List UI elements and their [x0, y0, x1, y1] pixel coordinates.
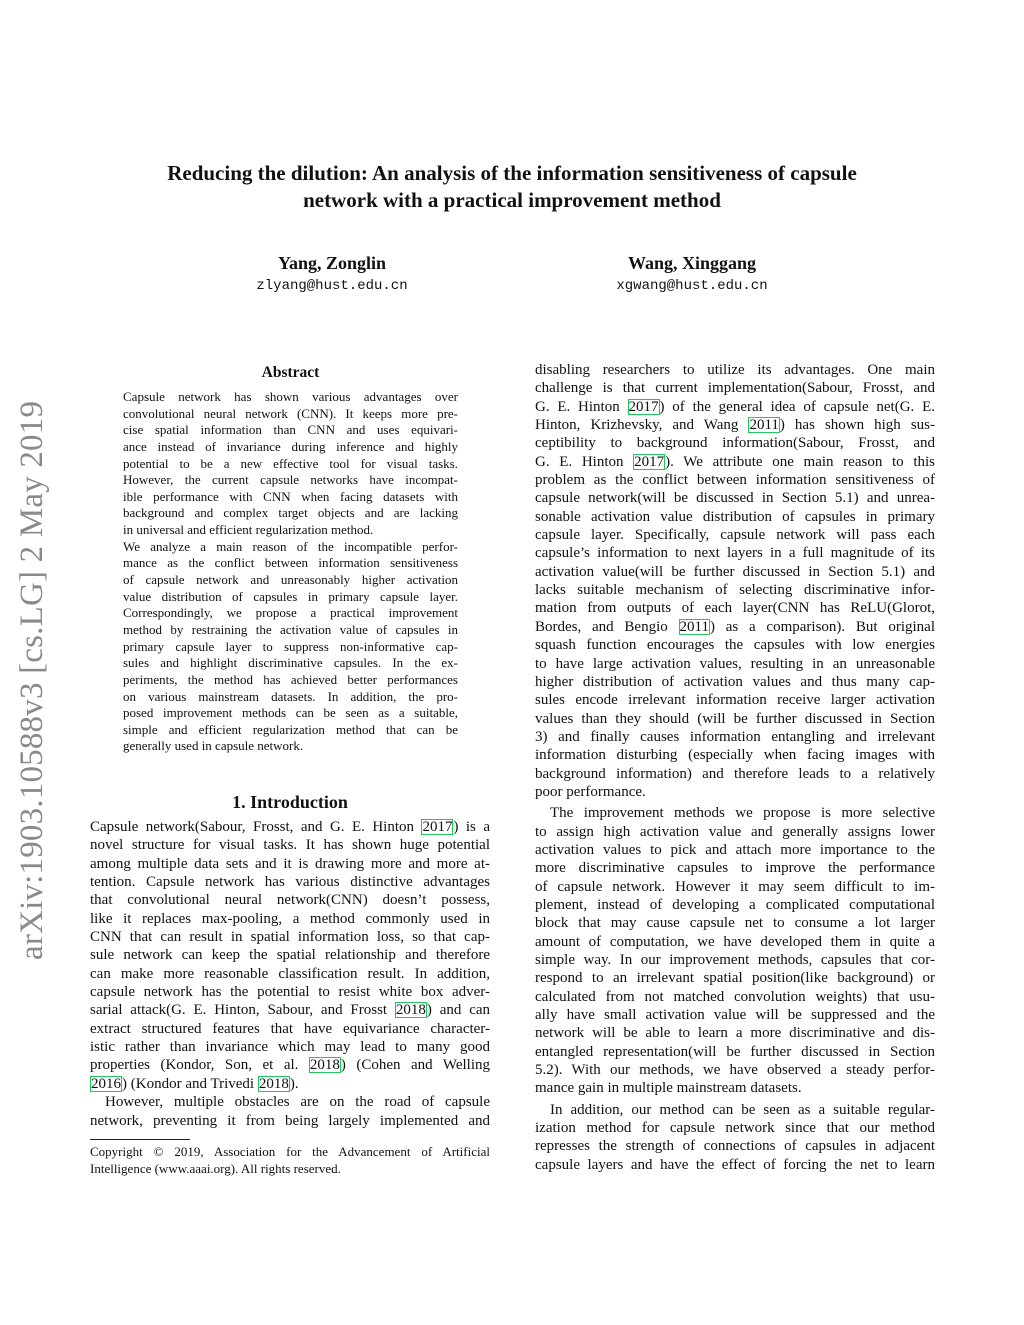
abstract-line: potential to be a new effective tool for visual tasks.	[123, 455, 458, 471]
text-line: sarial attack(G. E. Hinton, Sabour, and Frosst 2018) and can	[90, 1002, 491, 1019]
text-line: lacks suitable mechanism of selecting discriminative infor-	[535, 582, 935, 599]
text-line: of capsule network. However it may seem difficult to im-	[535, 878, 935, 895]
text-line: G. E. Hinton 2017) of the general idea of capsule net(G. E.	[535, 398, 935, 415]
citation-link[interactable]: 2017	[628, 398, 659, 415]
footnote-rule	[90, 1139, 190, 1140]
text-line: capsule layers and have the effect of forcing the net to learn	[535, 1156, 935, 1173]
text-line: among multiple data sets and it is drawing more and more at-	[90, 855, 490, 872]
text-line: ally have small activation value will be suppressed and the	[535, 1007, 935, 1024]
text-line: squash function encourages the capsules with low energies	[535, 637, 935, 654]
abstract-line: convolutional neural network (CNN). It keeps more pre-	[123, 405, 458, 421]
text-line: represses the strength of connections of capsules in adjacent	[535, 1138, 935, 1155]
text-line: mance gain in multiple mainstream datasets.	[535, 1080, 802, 1097]
text-line: ization method for capsule network since that our method	[535, 1120, 935, 1137]
citation-link[interactable]: 2011	[749, 417, 779, 434]
text-line: disabling researchers to utilize its advantages. One main	[535, 362, 935, 378]
abstract-line: However, the current capsule networks have incompat-	[123, 472, 458, 488]
text-line: sonable activation value distribution of capsules in primary	[535, 508, 935, 525]
title-line-2: network with a practical improvement method	[303, 188, 721, 212]
text-line: ceptibility to background information(Sabour, Frosst, and	[535, 435, 935, 452]
abstract-line: ible performance with CNN when facing datasets with	[123, 488, 458, 504]
left-column-text	[90, 818, 490, 1130]
text-line: Hinton, Krizhevsky, and Wang 2011) has shown high sus-	[535, 417, 936, 434]
abstract-line: Correspondingly, we propose a practical improvement	[123, 605, 458, 621]
text-line: calculated from not matched convolution weights) that usu-	[535, 988, 935, 1005]
text-line: like it replaces max-pooling, a method commonly used in	[90, 910, 490, 927]
text-line: entangled representation(will be further discussed in Section	[535, 1043, 935, 1060]
abstract-line: mance as the conflict between information sensitiveness	[123, 555, 458, 571]
abstract-line: periments, the method has achieved better performances	[123, 671, 458, 687]
title-line-1: Reducing the dilution: An analysis of the information sensitiveness of capsule	[167, 161, 857, 185]
text-line: network, preventing it from being largely implemented and	[90, 1112, 490, 1129]
abstract-line: on various mainstream datasets. In addition, the pro-	[123, 688, 458, 704]
abstract-line: in universal and efficient regularization method.	[123, 522, 374, 538]
text-line: In addition, our method can be seen as a suitable regular-	[550, 1101, 935, 1118]
abstract-line: primary capsule layer to suppress non-informative cap-	[123, 638, 458, 654]
arxiv-stamp-container	[8, 352, 56, 960]
abstract-line: value distribution of capsules in primary capsule layer.	[123, 588, 458, 604]
abstract-line: posed improvement methods can be seen as a suitable,	[123, 705, 458, 721]
text-line: However, multiple obstacles are on the road of capsule	[105, 1094, 490, 1111]
paper-title	[96, 160, 928, 214]
text-line: capsule’s information to next layers in a full magnitude of its	[535, 545, 935, 562]
copyright-footnote	[90, 1143, 490, 1177]
text-line: values than they should (will be further discussed in Section	[535, 710, 935, 727]
author-email[interactable]: zlyang@hust.edu.cn	[256, 278, 408, 294]
text-line: to have large activation values, resulting in an unreasonable	[535, 655, 935, 672]
text-line: tention. Capsule network has various distinctive advantages	[90, 874, 490, 891]
footnote-line: Copyright © 2019, Association for the Advancement of Artificial	[90, 1144, 490, 1159]
text-line: plement, instead of developing a complicated computational	[535, 896, 935, 913]
text-line: The improvement methods we propose is more selective	[550, 805, 935, 822]
abstract-body	[123, 389, 458, 755]
text-line: properties (Kondor, Son, et al. 2018) (Cohen and Welling	[90, 1057, 490, 1074]
abstract-heading: Abstract	[261, 364, 320, 381]
citation-link[interactable]: 2018	[309, 1057, 340, 1074]
text-line: challenge is that current implementation(Sabour, Frosst, and	[535, 380, 935, 397]
abstract-line: sules and highlight discriminative capsules. In the ex-	[123, 655, 458, 671]
arxiv-stamp: arXiv:1903.10588v3 [cs.LG] 2 May 2019	[14, 400, 50, 960]
section-heading-introduction: 1. Introduction	[232, 792, 348, 812]
text-line: simple way. In our improvement methods, capsules that cor-	[535, 952, 935, 968]
text-line: 3) and finally causes information entangling and irrelevant	[535, 728, 935, 745]
footnote-line: Intelligence (www.aaai.org). All rights reserved.	[90, 1161, 341, 1176]
text-line: extract structured features that have equivariance character-	[90, 1020, 490, 1037]
citation-link[interactable]: 2016	[91, 1075, 121, 1092]
text-line: G. E. Hinton 2017). We attribute one main reason to this	[535, 453, 935, 470]
author-2	[562, 252, 822, 296]
text-line: poor performance.	[535, 783, 646, 800]
text-line: that convolutional neural network(CNN) doesn’t possess,	[90, 892, 490, 909]
text-line: sules encode irrelevant information receive larger activation	[535, 692, 935, 709]
text-line: activation value(will be further discussed in Section 5.1) and	[535, 563, 935, 580]
text-line: 2016) (Kondor and Trivedi 2018).	[91, 1075, 299, 1092]
text-line: network will be able to learn a more discriminative and dis-	[535, 1025, 935, 1042]
text-line: 5.2). With our methods, we have observed a steady perfor-	[535, 1062, 935, 1079]
abstract-line: background and complex target objects and are lacking	[123, 505, 458, 521]
text-line: block that may cause capsule net to consume a lot larger	[535, 915, 935, 932]
text-line: background information) and therefore leads to a relatively	[535, 765, 935, 782]
abstract-line: method by restraining the activation value of capsules in	[123, 621, 458, 637]
text-line: mation from outputs of each layer(CNN has ReLU(Glorot,	[535, 600, 935, 617]
text-line: more discriminative capsules to improve the performance	[535, 860, 935, 877]
text-line: capsule network has the potential to resist white box adver-	[90, 984, 490, 1001]
abstract-line: simple and efficient regularization method that can be	[123, 721, 458, 737]
abstract-line: Capsule network has shown various advantages over	[123, 389, 458, 404]
text-line: information disturbing (especially when facing images with	[535, 747, 935, 764]
citation-link[interactable]: 2018	[395, 1002, 426, 1019]
citation-link[interactable]: 2018	[258, 1075, 289, 1092]
text-line: respond to an irrelevant spatial position(like background) or	[535, 970, 935, 987]
text-line: CNN that can result in spatial information loss, so that cap-	[90, 929, 490, 946]
text-line: can make more reasonable classification result. In addition,	[90, 965, 490, 982]
text-line: istic rather than invariance which may lead to many good	[90, 1039, 490, 1056]
abstract-line: generally used in capsule network.	[123, 738, 304, 754]
abstract-line: of capsule network and unreasonably higher activation	[123, 572, 458, 588]
text-line: Bordes, and Bengio 2011) as a comparison). But original	[535, 618, 935, 635]
citation-link[interactable]: 2011	[679, 618, 709, 635]
author-name: Wang, Xinggang	[627, 253, 757, 273]
text-line: Capsule network(Sabour, Frosst, and G. E. Hinton 2017) is a	[90, 819, 490, 835]
author-1	[202, 252, 462, 296]
text-line: to assign high activation value and generally assigns lower	[535, 823, 935, 840]
abstract-line: cise spatial information than CNN and uses equivari-	[123, 422, 458, 438]
text-line: amount of computation, we have developed them in quite a	[535, 933, 935, 950]
abstract-line: ance instead of invariance during inference and highly	[123, 438, 458, 454]
text-line: capsule layer. Specifically, capsule network will pass each	[535, 527, 935, 544]
text-line: novel structure for visual tasks. It has shown huge potential	[90, 837, 490, 854]
author-email[interactable]: xgwang@hust.edu.cn	[616, 278, 768, 294]
text-line: sule network can keep the spatial relationship and therefore	[90, 947, 490, 964]
text-line: higher distribution of activation values and thus many cap-	[535, 673, 935, 690]
text-line: capsule network(will be discussed in Section 5.1) and unrea-	[535, 490, 935, 507]
text-line: problem as the conflict between information sensitiveness of	[535, 472, 935, 489]
right-column-text	[535, 361, 935, 1174]
citation-link[interactable]: 2017	[634, 453, 665, 470]
abstract-line: We analyze a main reason of the incompatible perfor-	[123, 538, 458, 554]
text-line: activation values to pick and attach more importance to the	[535, 841, 935, 858]
author-name: Yang, Zonglin	[277, 253, 387, 273]
citation-link[interactable]: 2017	[422, 819, 453, 835]
